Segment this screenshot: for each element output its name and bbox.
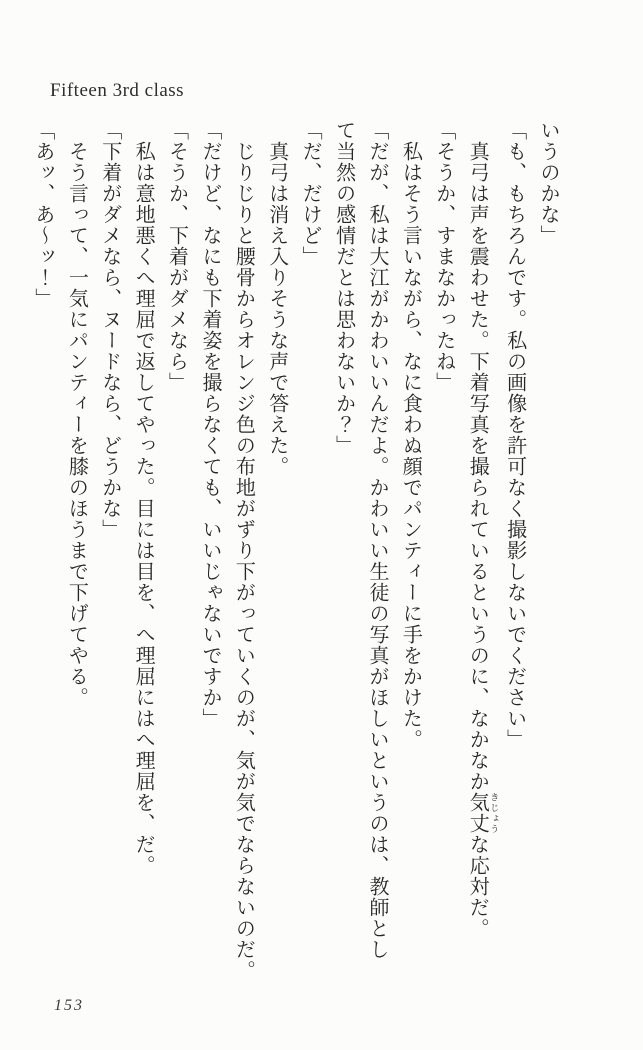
text-column: て当然の感情だとは思わないか？」	[332, 120, 357, 456]
text-column: 「そうか、すまなかったね」	[432, 120, 457, 393]
text-column: 「だが、私は大江がかわいいんだよ。かわいい生徒の写真がほしいというのは、教師とし	[365, 120, 390, 960]
text-column: 私は意地悪くへ理屈で返してやった。目には目を、へ理屈にはへ理屈を、だ。	[132, 120, 157, 876]
text-column: 真弓は消え入りそうな声で答えた。	[265, 120, 290, 477]
text-column: 真弓は声を震わせた。下着写真を撮られているというのに、なかなか気丈きじょうな応対だ。	[466, 120, 499, 939]
novel-text-block	[30, 120, 565, 992]
page-number: 153	[54, 997, 84, 1014]
text-column: 「だけど、なにも下着姿を撮らなくても、いいじゃないですか」	[198, 120, 223, 729]
text-column: 「あッ、あ〜ッ！」	[31, 120, 56, 309]
text-column: 私はそう言いながら、なに食わぬ顔でパンティーに手をかけた。	[399, 120, 424, 750]
running-header: Fifteen 3rd class	[50, 80, 185, 101]
text-column: いうのかな」	[537, 120, 561, 246]
text-column: じりじりと腰骨からオレンジ色の布地がずり下がっていくのが、気が気でならないのだ。	[232, 120, 257, 981]
text-column: 「下着がダメなら、ヌードなら、どうかな」	[98, 120, 123, 540]
furigana-ruby: 気丈きじょう	[466, 792, 499, 834]
text-column: 「そうか、下着がダメなら」	[165, 120, 190, 393]
text-column: 「だ、だけど」	[299, 120, 324, 267]
text-column: 「も、もちろんです。私の画像を許可なく撮影しないでください」	[503, 120, 528, 750]
text-column: そう言って、一気にパンティーを膝のほうまで下げてやる。	[65, 120, 90, 708]
